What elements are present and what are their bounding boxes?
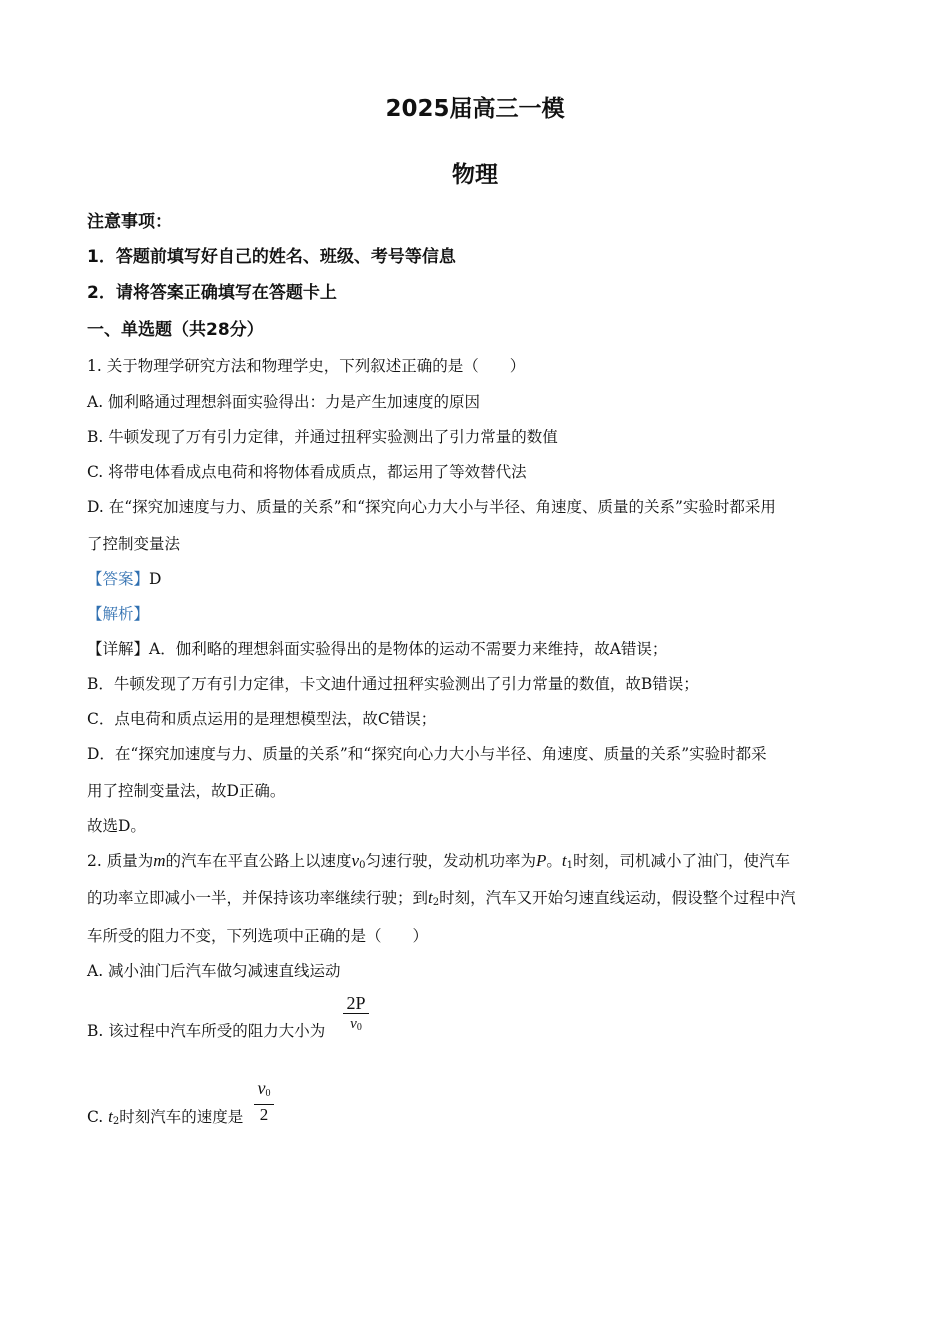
var-t: t: [428, 888, 433, 907]
q1-stem: 1. 关于物理学研究方法和物理学史，下列叙述正确的是（ ）: [87, 357, 526, 375]
analysis-label: 【解析】: [87, 605, 150, 623]
exam-title: 2025届高三一模: [385, 96, 565, 122]
notice-item-2: 2．请将答案正确填写在答题卡上: [87, 283, 337, 303]
q2-text: 时刻汽车的速度是: [119, 1108, 244, 1126]
sub-1: 1: [566, 860, 573, 871]
var-t: t: [561, 851, 567, 870]
var-v: v: [351, 851, 360, 870]
q2-text: 时刻，汽车又开始匀速直线运动，假设整个过程中汽: [439, 889, 796, 907]
sub-0: 0: [359, 860, 366, 871]
var-v: v: [350, 1016, 357, 1032]
q2-text: 时刻，司机减小了油门，使汽车: [572, 852, 790, 870]
q1-detail-d-line1: D．在“探究加速度与力、质量的关系”和“探究向心力大小与半径、角速度、质量的关系”实验时都采: [87, 745, 767, 763]
notice-heading: 注意事项：: [87, 212, 172, 232]
q1-conclusion: 故选D。: [87, 817, 146, 835]
q2-stem-line2: [87, 888, 867, 913]
var-m: m: [153, 851, 166, 870]
q2-option-c: [87, 1107, 867, 1132]
var-t: t: [108, 1107, 113, 1126]
notice-item-1: 1．答题前填写好自己的姓名、班级、考号等信息: [87, 247, 456, 267]
sub-2: 2: [112, 1116, 120, 1127]
frac-denominator: 2: [259, 1105, 269, 1124]
q2-text: C.: [87, 1108, 109, 1126]
q2-stem-line1: [87, 851, 867, 876]
q2-option-b: B. 该过程中汽车所受的阻力大小为: [87, 1022, 326, 1040]
sub-0: 0: [265, 1088, 271, 1099]
fraction-2P-over-v0: [343, 994, 369, 1037]
frac-bar: [343, 1013, 369, 1014]
answer-value: D: [149, 570, 162, 588]
detail-a-text: A．伽利略的理想斜面实验得出的是物体的运动不需要力来维持，故A错误；: [149, 640, 668, 658]
frac-numerator: [254, 1079, 274, 1103]
detail-label: 【详解】: [87, 640, 150, 658]
sub-0: 0: [356, 1022, 362, 1033]
sub-2: 2: [432, 897, 440, 908]
q1-answer: [87, 569, 867, 589]
q1-detail-d-line2: 用了控制变量法，故D正确。: [87, 782, 286, 800]
q2-option-a: A. 减小油门后汽车做匀减速直线运动: [87, 962, 341, 980]
q2-text: 2. 质量为: [87, 852, 154, 870]
q1-option-d-line1: D. 在“探究加速度与力、质量的关系”和“探究向心力大小与半径、角速度、质量的关系”实验时都采用: [87, 498, 776, 516]
var-v: v: [257, 1078, 266, 1098]
q2-stem-line3: 车所受的阻力不变，下列选项中正确的是（ ）: [87, 927, 429, 945]
q1-option-a: A. 伽利略通过理想斜面实验得出：力是产生加速度的原因: [87, 393, 481, 411]
frac-denominator: [343, 1015, 369, 1037]
fraction-v0-over-2: [254, 1079, 274, 1124]
q2-text: 。: [546, 852, 562, 870]
q2-text: 的汽车在平直公路上以速度: [165, 852, 352, 870]
q1-option-b: B. 牛顿发现了万有引力定律，并通过扭秤实验测出了引力常量的数值: [87, 428, 558, 446]
q1-option-d-line2: 了控制变量法: [87, 535, 181, 553]
var-P: P: [535, 851, 547, 870]
subject-title: 物理: [452, 162, 498, 188]
q1-detail-b: B．牛顿发现了万有引力定律，卡文迪什通过扭秤实验测出了引力常量的数值，故B错误；: [87, 675, 699, 693]
q2-text: 的功率立即减小一半，并保持该功率继续行驶；到: [87, 889, 429, 907]
q1-detail-c: C．点电荷和质点运用的是理想模型法，故C错误；: [87, 710, 437, 728]
q2-text: 匀速行驶，发动机功率为: [365, 852, 536, 870]
section-heading: 一、单选题（共28分）: [87, 320, 264, 340]
q1-option-c: C. 将带电体看成点电荷和将物体看成质点，都运用了等效替代法: [87, 463, 527, 481]
q1-detail-a: [87, 639, 867, 659]
frac-numerator: 2P: [346, 993, 366, 1013]
answer-label: 【答案】: [87, 570, 150, 588]
